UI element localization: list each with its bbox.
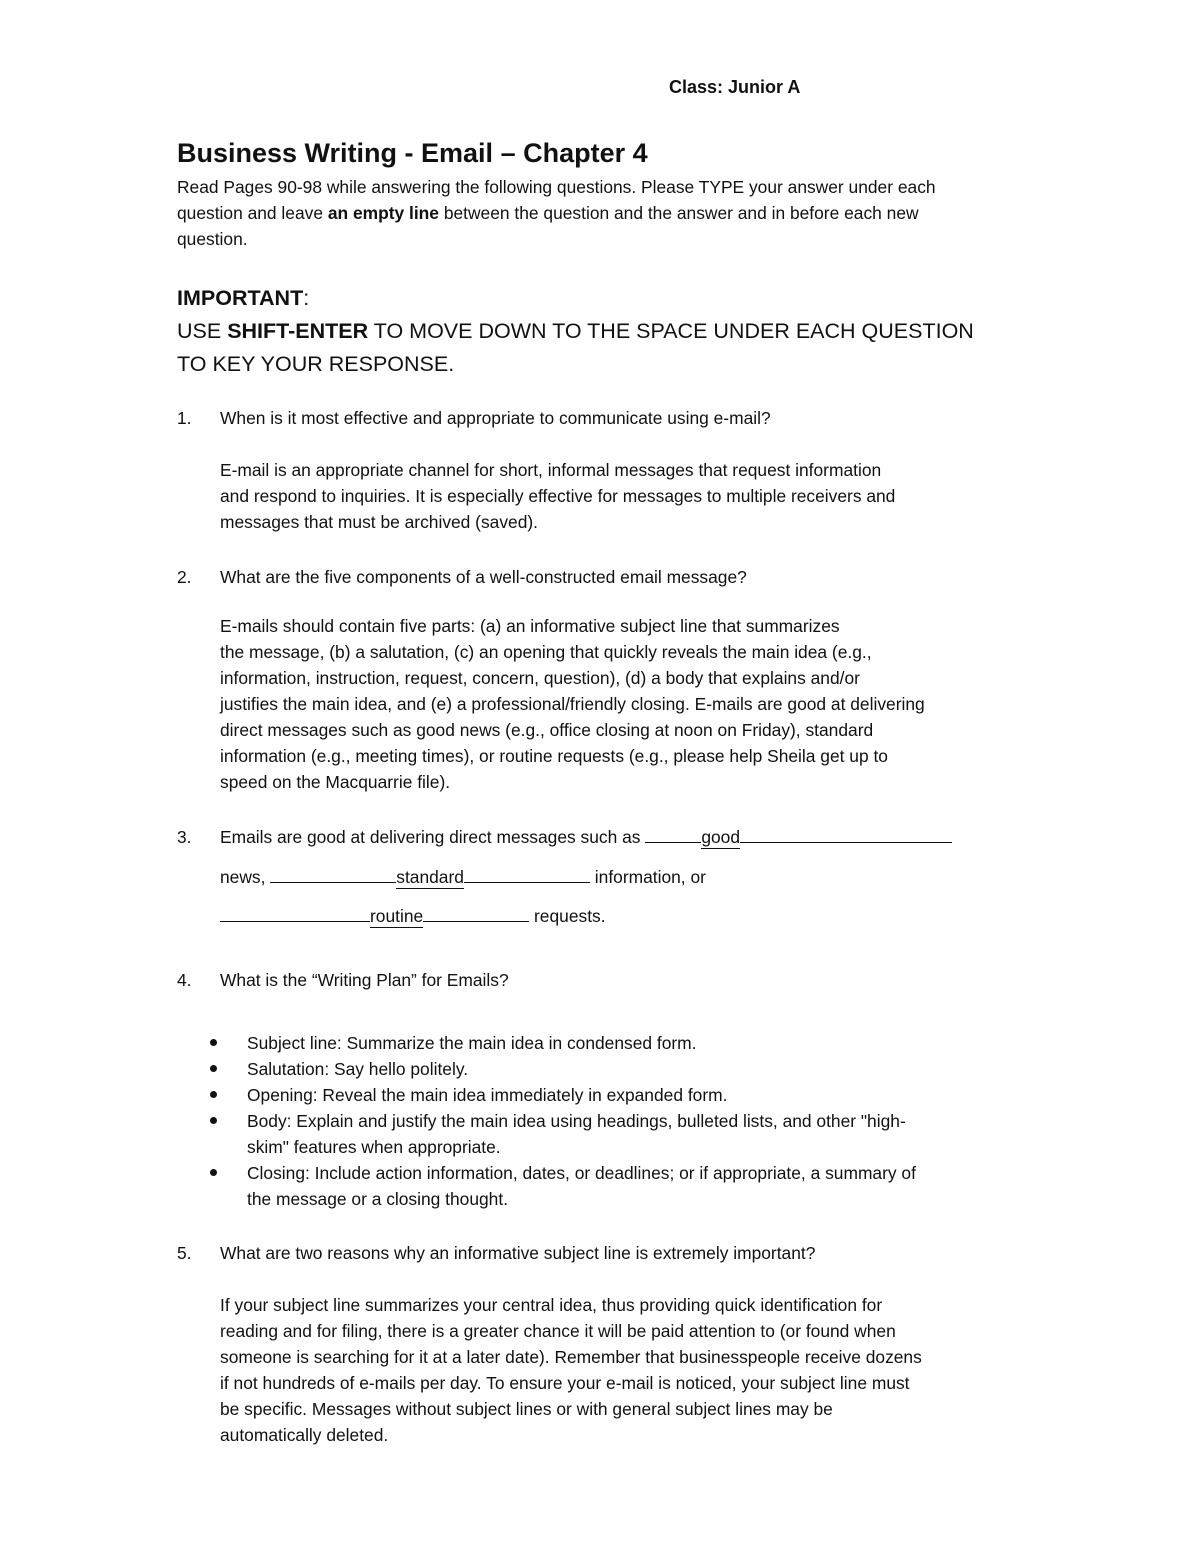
answer-line: reading and for filing, there is a greater chance it will be paid attention to (or found when — [220, 1321, 896, 1341]
instructions-line-2-end: between the question and the answer and in before each new — [443, 203, 919, 223]
page-title: Business Writing - Email – Chapter 4 — [177, 138, 648, 168]
instructions-bold-phrase: an empty line — [327, 203, 439, 223]
blank-tail — [464, 882, 590, 883]
instructions-line-3: question. — [177, 229, 248, 249]
blank-answer-3[interactable]: routine — [370, 906, 424, 926]
answer-line: the message, (b) a salutation, (c) an opening that quickly reveals the main idea (e.g., — [220, 642, 872, 662]
bullet-icon — [210, 1117, 217, 1124]
row-2-suffix: information, or — [589, 867, 706, 887]
answer-line: automatically deleted. — [220, 1425, 389, 1445]
bullet-icon — [210, 1169, 217, 1176]
important-label: IMPORTANT — [177, 286, 304, 310]
answer-line: and respond to inquiries. It is especially effective for messages to multiple receivers and — [220, 486, 896, 506]
blank-lead — [220, 921, 370, 922]
bullet-icon — [210, 1065, 217, 1072]
important-line-1-prefix: USE — [177, 319, 228, 343]
answer-line: If your subject line summarizes your central idea, thus providing quick identification for — [220, 1295, 883, 1315]
answer-line: if not hundreds of e-mails per day. To ensure your e-mail is noticed, your subject line must — [220, 1373, 910, 1393]
blank-lead — [645, 842, 701, 843]
important-colon: : — [303, 286, 310, 310]
answer-line: messages that must be archived (saved). — [220, 512, 539, 532]
answer-line: direct messages such as good news (e.g., office closing at noon on Friday), standard — [220, 720, 874, 740]
blank-lead — [270, 882, 396, 883]
question-3-row-2 — [220, 864, 706, 890]
blank-answer-2[interactable]: standard — [396, 867, 464, 887]
instructions — [177, 174, 1057, 252]
bullet-icon — [210, 1091, 217, 1098]
list-item — [200, 1108, 1030, 1160]
bullet-icon — [210, 1039, 217, 1046]
list-item-text: Body: Explain and justify the main idea using headings, bulleted lists, and other "high- — [247, 1111, 906, 1131]
shift-enter-keyword: SHIFT-ENTER — [227, 319, 369, 343]
blank-answer-1[interactable]: good — [701, 827, 741, 847]
list-item — [200, 1030, 1030, 1056]
answer-line: justifies the main idea, and (e) a professional/friendly closing. E-mails are good at delivering — [220, 694, 925, 714]
row-3-suffix: requests. — [529, 906, 606, 926]
question-3-row-3 — [220, 903, 606, 929]
important-line-1 — [177, 315, 1057, 348]
answer-line: speed on the Macquarrie file). — [220, 772, 451, 792]
list-item — [200, 1082, 1030, 1108]
list-item — [200, 1056, 1030, 1082]
blank-tail — [423, 921, 529, 922]
answer-line: information, instruction, request, concern, question), (d) a body that explains and/or — [220, 668, 860, 688]
answer-line: E-mail is an appropriate channel for short, informal messages that request information — [220, 460, 882, 480]
answer-line: E-mails should contain five parts: (a) an informative subject line that summarizes — [220, 616, 840, 636]
list-item-text: skim" features when appropriate. — [247, 1137, 501, 1157]
answer-2[interactable] — [220, 613, 1040, 795]
question-number: 3. — [177, 827, 192, 847]
list-item-text: Salutation: Say hello politely. — [247, 1059, 469, 1079]
answer-line: information (e.g., meeting times), or routine requests (e.g., please help Sheila get up to — [220, 746, 888, 766]
question-text: When is it most effective and appropriate to communicate using e-mail? — [220, 408, 771, 428]
important-line-1-suffix: TO MOVE DOWN TO THE SPACE UNDER EACH QUESTION — [368, 319, 974, 343]
question-text — [220, 824, 952, 850]
answer-1[interactable] — [220, 457, 1040, 535]
question-text: What are the five components of a well-constructed email message? — [220, 567, 747, 587]
row-2-prefix: news, — [220, 867, 271, 887]
instructions-line-1: Read Pages 90-98 while answering the following questions. Please TYPE your answer under each — [177, 177, 936, 197]
instructions-line-2-start: question and leave — [177, 203, 328, 223]
writing-plan-list — [200, 1030, 1030, 1212]
question-text: What is the “Writing Plan” for Emails? — [220, 970, 509, 990]
list-item-text: Subject line: Summarize the main idea in condensed form. — [247, 1033, 697, 1053]
blank-tail — [740, 842, 952, 843]
question-number: 5. — [177, 1243, 192, 1263]
important-notice — [177, 282, 1057, 381]
list-item-text: Closing: Include action information, dates, or deadlines; or if appropriate, a summary of — [247, 1163, 916, 1183]
question-number: 1. — [177, 408, 192, 428]
question-text: What are two reasons why an informative subject line is extremely important? — [220, 1243, 816, 1263]
list-item-text: Opening: Reveal the main idea immediately in expanded form. — [247, 1085, 728, 1105]
list-item — [200, 1160, 1030, 1212]
question-number: 4. — [177, 970, 192, 990]
instructions-line-2 — [177, 200, 1057, 226]
list-item-text: the message or a closing thought. — [247, 1189, 509, 1209]
important-heading — [177, 282, 1057, 315]
question-3-prefix: Emails are good at delivering direct messages such as — [220, 827, 646, 847]
class-label: Class: Junior A — [669, 77, 801, 97]
question-number: 2. — [177, 567, 192, 587]
important-line-2: TO KEY YOUR RESPONSE. — [177, 352, 455, 376]
answer-line: be specific. Messages without subject lines or with general subject lines may be — [220, 1399, 833, 1419]
answer-5[interactable] — [220, 1292, 1040, 1448]
answer-line: someone is searching for it at a later date). Remember that businesspeople receive dozens — [220, 1347, 922, 1367]
